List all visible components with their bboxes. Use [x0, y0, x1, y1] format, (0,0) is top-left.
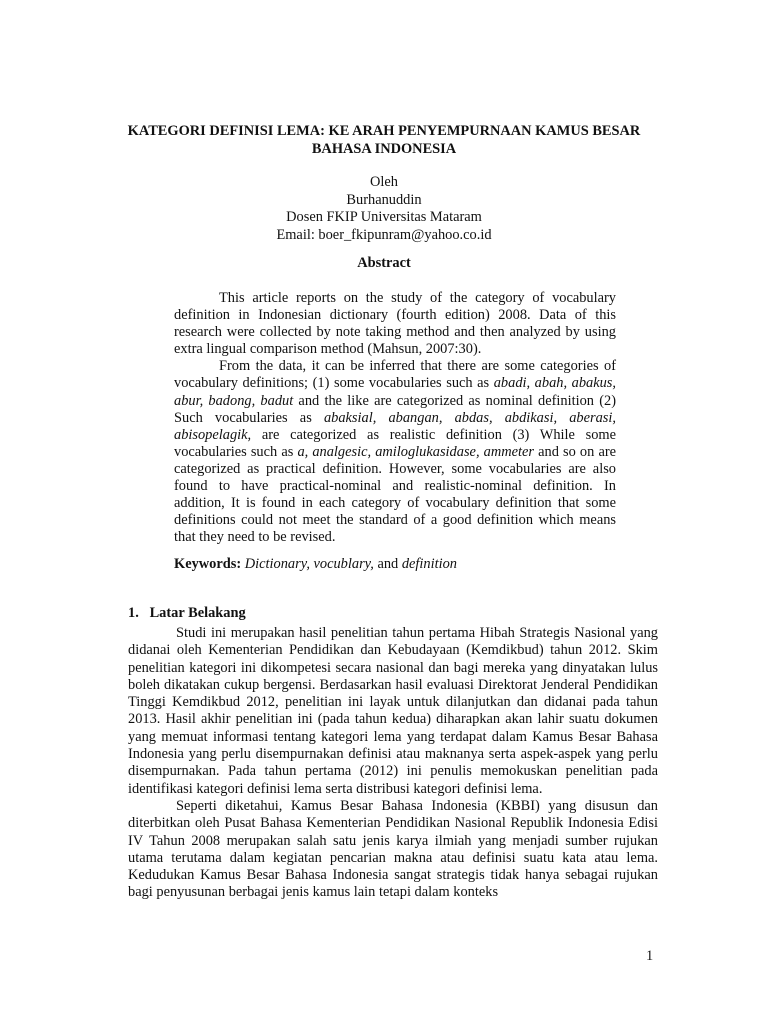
page-number: 1: [646, 948, 654, 964]
abstract-paragraph-1: This article reports on the study of the category of vocabulary definition in Indonesian dictionary (fourth edition) 2008. Data of this research were collected by note taking method and then analyzed by using extra lingual comparison method (Mahsun, 2007:30).: [174, 290, 616, 358]
abstract-text: and so on are categorized as practical definition. However, some vocabularies are also found to have practical-nominal and realistic-nominal definition. In addition, It is found in each category of vocabulary definition that some definitions could not meet the standard of a good definition which means that they need to be revised.: [174, 443, 617, 546]
keywords-terms: Dictionary, vocublary,: [244, 556, 374, 572]
abstract-text: are categorized as realistic definition (3) While some vocabularies such as: [174, 426, 616, 460]
abstract-text: and the like are categorized as nominal definition (2) Such vocabularies as: [174, 392, 616, 426]
abstract-example-words: abaksial, abangan, abdas, abdikasi, aberasi, abisopelagik,: [174, 409, 616, 443]
keywords-and: and: [373, 556, 402, 572]
body-paragraph-1: Studi ini merupakan hasil penelitian tahun pertama Hibah Strategis Nasional yang didanai oleh Kementerian Pendidikan dan Kebudayaan (Kemdikbud) tahun 2012. Skim penelitian kategori ini dikompetesi secara nasional dan bagi mereka yang dinyatakan lulus boleh dikatakan cukup bergensi. Berdasarkan hasil evaluasi Direktorat Jenderal Pendidikan Tinggi Kemdikbud 2012, penelitian ini layak untuk dilanjutkan dan didanai pada tahun 2013. Hasil akhir penelitian ini (pada tahun kedua) diharapkan akan lahir suatu dokumen yang memuat informasi tentang kategori lema yang terdapat dalam Kamus Besar Bahasa Indonesia yang perlu disempurnakan definisi atau maknanya serta aspek-aspek yang perlu disempurnakan. Pada tahun pertama (2012) ini penulis memokuskan penelitian pada identifikasi kategori definisi lema serta distribusi kategori definisi lema.: [128, 625, 658, 797]
abstract-example-words: abadi, abah, abakus, abur, badong, badut: [174, 375, 617, 409]
author-by: Oleh: [370, 174, 398, 190]
author-affiliation: Dosen FKIP Universitas Mataram: [286, 209, 482, 225]
abstract-body: [174, 290, 616, 546]
author-email: Email: boer_fkipunram@yahoo.co.id: [276, 226, 492, 243]
keywords-line: [174, 556, 457, 573]
body-paragraph-2: Seperti diketahui, Kamus Besar Bahasa Indonesia (KBBI) yang disusun dan diterbitkan oleh Pusat Bahasa Kementerian Pendidikan Nasional Republik Indonesia Edisi IV Tahun 2008 merupakan salah satu jenis karya ilmiah yang menjadi sumber rujukan utama terutama dalam kegiatan pencarian makna atau definisi suatu kata atau lema. Kedudukan Kamus Besar Bahasa Indonesia sangat strategis tidak hanya sebagai rujukan bagi penyusunan berbagai jenis kamus lain tetapi dalam konteks: [128, 797, 658, 901]
keywords-last: definition: [401, 556, 458, 572]
author-block: [180, 174, 588, 244]
abstract-example-words: a, analgesic, amiloglukasidase, ammeter: [297, 443, 535, 460]
author-name: Burhanuddin: [346, 191, 422, 208]
section-heading: 1. Latar Belakang: [128, 605, 246, 621]
section-body: [128, 625, 658, 902]
abstract-heading: Abstract: [357, 255, 411, 271]
abstract-text: From the data, it can be inferred that there are some categories of vocabulary definitions; (1) some vocabularies such as: [174, 358, 616, 392]
keywords-label: Keywords:: [174, 556, 242, 572]
abstract-paragraph-2: [174, 358, 616, 546]
paper-title: KATEGORI DEFINISI LEMA: KE ARAH PENYEMPURNAAN KAMUS BESAR BAHASA INDONESIA: [127, 123, 641, 157]
